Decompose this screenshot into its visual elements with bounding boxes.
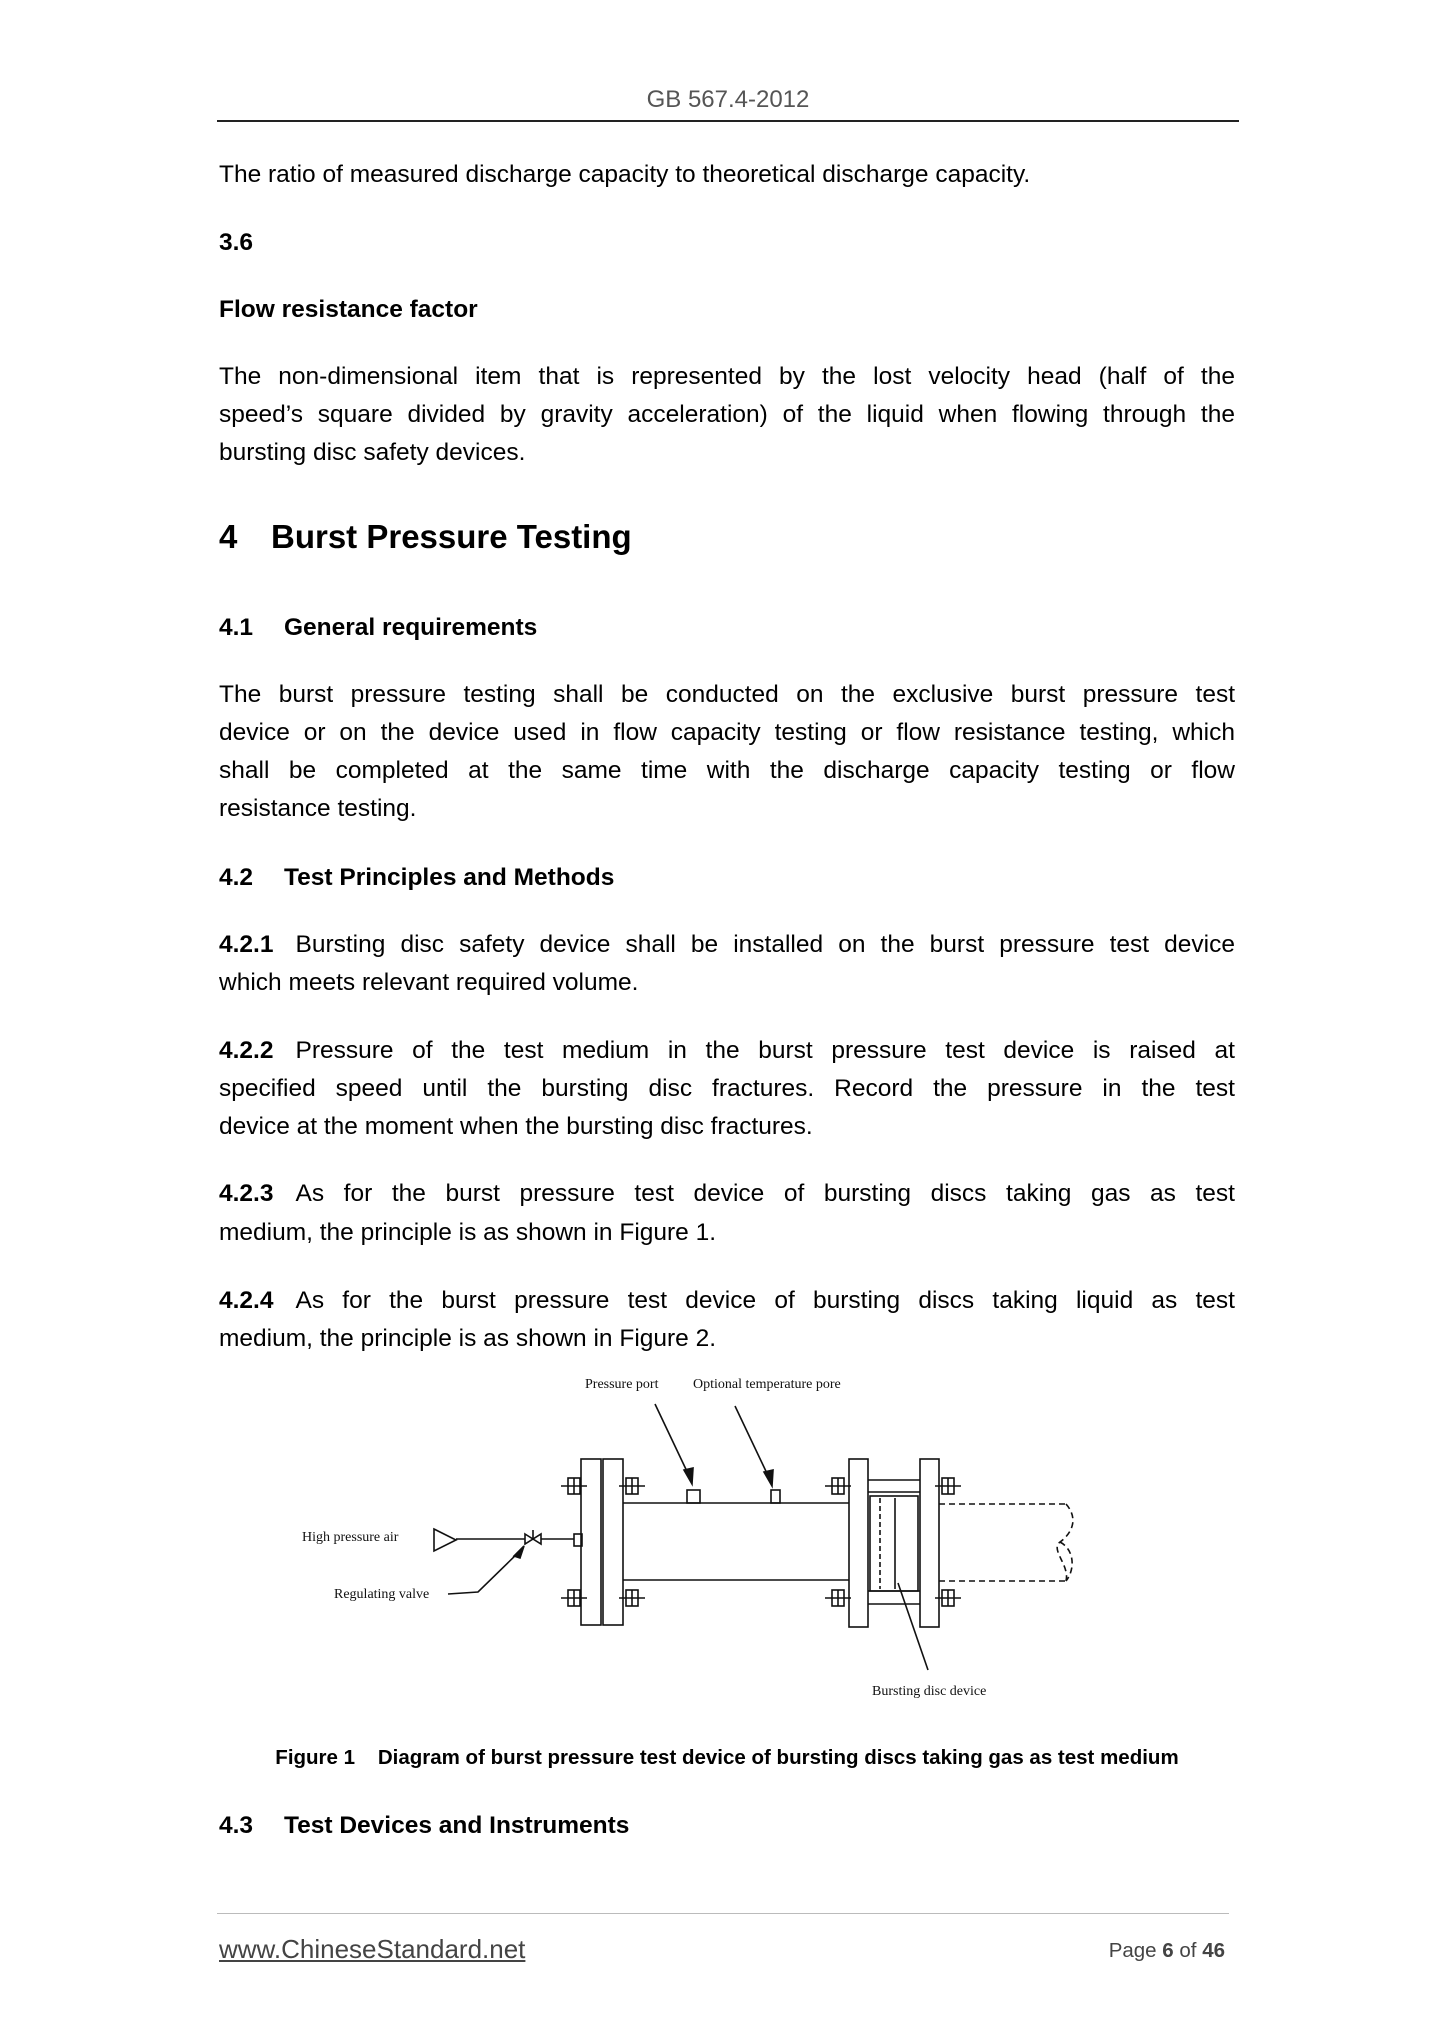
paragraph-line: medium, the principle is as shown in Figure 1. (219, 1219, 717, 1246)
label-bursting-disc-device: Bursting disc device (872, 1684, 987, 1699)
bolt-icon (825, 1478, 851, 1494)
footer-rule (217, 1913, 1229, 1914)
clause-4-2-2-first-line: 4.2.2 Pressure of the test medium in the burst pressure test device is raised at (219, 1037, 1235, 1064)
label-regulating-valve: Regulating valve (334, 1587, 430, 1602)
paragraph-line: The non-dimensional item that is represented by the lost velocity head (half of the (219, 363, 1235, 390)
clause-number-3-6: 3.6 (219, 229, 254, 256)
paragraph-line: which meets relevant required volume. (219, 969, 639, 996)
page-indicator: Page 6 of 46 (1108, 1939, 1225, 1962)
figure-1-diagram (280, 1370, 1130, 1710)
header-rule (217, 120, 1239, 122)
label-pressure-port: Pressure port (585, 1377, 659, 1392)
outlet-pipe-dashed (939, 1504, 1073, 1581)
definition-text: The ratio of measured discharge capacity to theoretical discharge capacity. (219, 161, 1031, 188)
paragraph-line: device or on the device used in flow capacity testing or flow resistance testing, which (219, 719, 1235, 746)
website-link[interactable]: www.ChineseStandard.net (219, 1934, 526, 1964)
paragraph-line: resistance testing. (219, 795, 417, 822)
paragraph-line: medium, the principle is as shown in Figure 2. (219, 1325, 717, 1352)
paragraph-line: bursting disc safety devices. (219, 439, 526, 466)
subsection-heading-4-2: 4.2 Test Principles and Methods (219, 864, 615, 891)
bursting-disc-holder (870, 1496, 918, 1591)
clause-4-2-1-first-line: 4.2.1 Bursting disc safety device shall be installed on the burst pressure test device (219, 931, 1235, 958)
paragraph-line: specified speed until the bursting disc fractures. Record the pressure in the test (219, 1075, 1235, 1102)
bolt-icon (561, 1478, 587, 1494)
term-title: Flow resistance factor (219, 296, 478, 323)
paragraph-line: speed’s square divided by gravity acceleration) of the liquid when flowing through the (219, 401, 1235, 428)
paragraph-line: shall be completed at the same time with the discharge capacity testing or flow (219, 757, 1235, 784)
bolt-icon (561, 1590, 587, 1606)
document-id-header: GB 567.4-2012 (646, 86, 810, 113)
section-heading-4: 4 Burst Pressure Testing (219, 518, 632, 555)
label-temperature-pore: Optional temperature pore (693, 1377, 841, 1392)
clause-4-2-4-first-line: 4.2.4 As for the burst pressure test device of bursting discs taking liquid as test (219, 1287, 1235, 1314)
figure-1-caption: Figure 1 Diagram of burst pressure test device of bursting discs taking gas as test medium (275, 1746, 1179, 1769)
test-pipe (623, 1490, 849, 1580)
subsection-heading-4-3: 4.3 Test Devices and Instruments (219, 1812, 630, 1839)
clause-4-2-3-first-line: 4.2.3 As for the burst pressure test device of bursting discs taking gas as test (219, 1180, 1235, 1207)
paragraph-line: device at the moment when the bursting disc fractures. (219, 1113, 813, 1140)
left-flanges (581, 1459, 623, 1625)
right-flanges (849, 1459, 939, 1627)
inlet-assembly (434, 1529, 582, 1551)
paragraph-line: The burst pressure testing shall be conducted on the exclusive burst pressure test (219, 681, 1235, 708)
label-high-pressure-air: High pressure air (302, 1530, 399, 1545)
bolt-icon (825, 1590, 851, 1606)
subsection-heading-4-1: 4.1 General requirements (219, 614, 538, 641)
leader-arrows (448, 1404, 928, 1670)
